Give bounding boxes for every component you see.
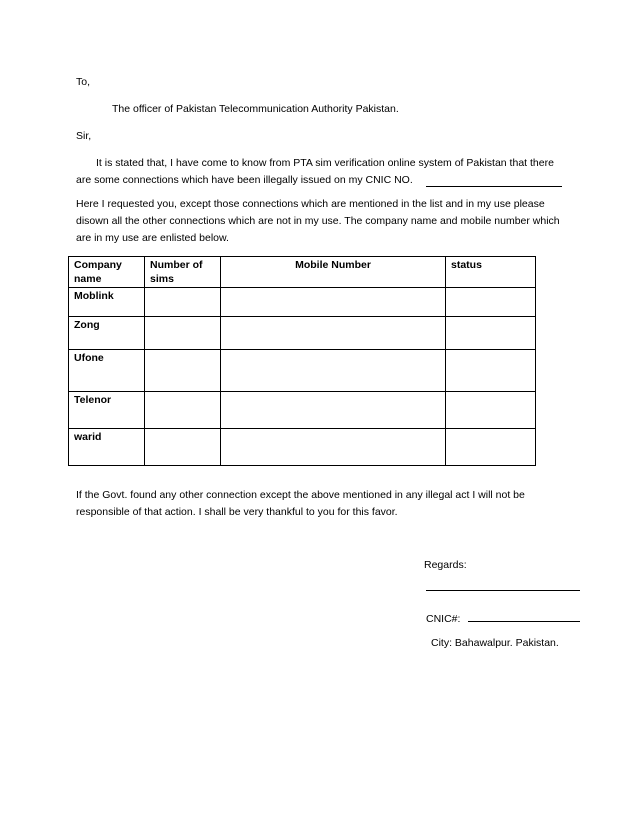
table-header-row [69,257,536,288]
signature-line [426,590,580,591]
status-cell[interactable] [446,317,536,350]
mobile-cell[interactable] [221,288,446,317]
status-cell[interactable] [446,288,536,317]
mobile-cell[interactable] [221,429,446,466]
company-cell: warid [69,429,145,466]
table-row [69,392,536,429]
para2-line1: Here I requested you, except those connections which are mentioned in the list and in my use please [76,198,545,210]
connections-table [68,256,536,466]
recipient-line: The officer of Pakistan Telecommunication Authority Pakistan. [112,103,399,115]
closing-line1: If the Govt. found any other connection except the above mentioned in any illegal act I will not be [76,489,525,501]
status-cell[interactable] [446,429,536,466]
status-cell[interactable] [446,392,536,429]
para1-line2: are some connections which have been illegally issued on my CNIC NO. [76,174,413,186]
closing-line2: responsible of that action. I shall be very thankful to you for this favor. [76,506,398,518]
company-cell: Moblink [69,288,145,317]
mobile-cell[interactable] [221,392,446,429]
para2-line3: are in my use are enlisted below. [76,232,229,244]
sims-cell[interactable] [145,392,221,429]
header-number-of-sims: Number of sims [145,257,221,288]
para2-line2: disown all the other connections which are not in my use. The company name and mobile number which [76,215,560,227]
sims-cell[interactable] [145,350,221,392]
para1-line1: It is stated that, I have come to know from PTA sim verification online system of Pakistan that there [96,157,554,169]
city-line: City: Bahawalpur. Pakistan. [431,637,559,649]
header-status: status [446,257,536,288]
company-cell: Zong [69,317,145,350]
cnic-number-blank [426,186,562,187]
company-cell: Telenor [69,392,145,429]
sims-cell[interactable] [145,429,221,466]
mobile-cell[interactable] [221,317,446,350]
header-company-name: Company name [69,257,145,288]
status-cell[interactable] [446,350,536,392]
cnic-blank-line [468,621,580,622]
table-row [69,288,536,317]
greeting: Sir, [76,130,92,142]
table-row [69,350,536,392]
header-mobile-number: Mobile Number [221,257,446,288]
salutation-to: To, [76,76,91,88]
sims-cell[interactable] [145,288,221,317]
table-row [69,429,536,466]
company-cell: Ufone [69,350,145,392]
mobile-cell[interactable] [221,350,446,392]
regards-label: Regards: [424,559,467,571]
table-row [69,317,536,350]
cnic-label: CNIC#: [426,613,461,625]
sims-cell[interactable] [145,317,221,350]
